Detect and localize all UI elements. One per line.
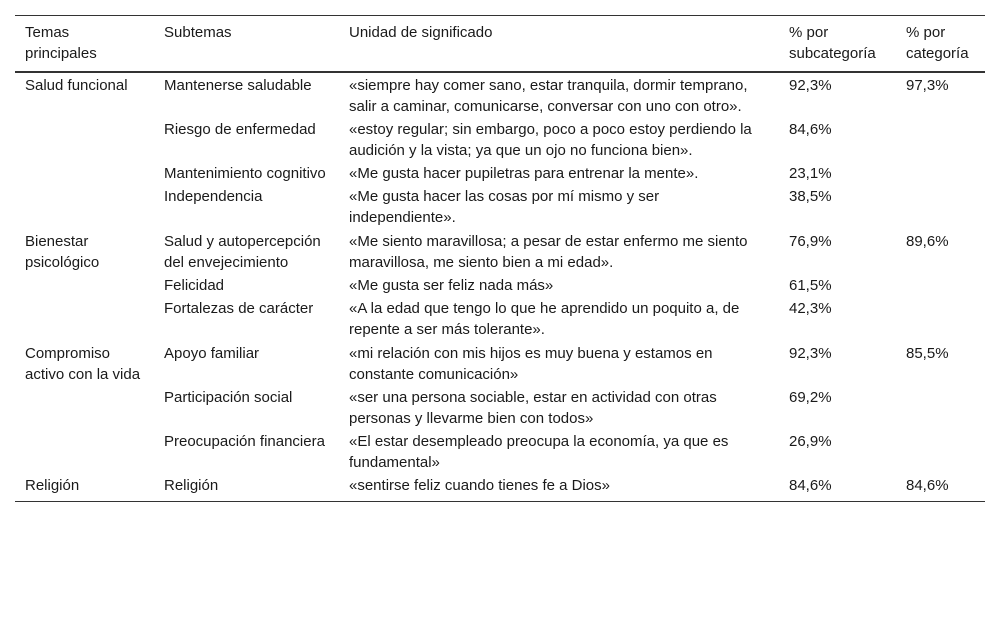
- cell-pct-category: [896, 430, 985, 474]
- header-meaning-unit: Unidad de significado: [349, 24, 493, 41]
- table-header-row: [15, 16, 985, 73]
- table-row: [15, 162, 985, 185]
- cell-theme: [15, 274, 154, 297]
- cell-theme: Religión: [25, 477, 80, 494]
- cell-pct-subcategory: 84,6%: [789, 121, 832, 138]
- cell-subtheme: Mantenerse saludable: [164, 77, 312, 94]
- cell-theme: [15, 118, 154, 162]
- cell-pct-subcategory: 92,3%: [789, 77, 832, 94]
- cell-pct-category: [896, 162, 985, 185]
- themes-table-container: [15, 15, 985, 502]
- cell-subtheme: Participación social: [164, 389, 293, 406]
- cell-pct-category: [896, 118, 985, 162]
- cell-subtheme: Riesgo de enfermedad: [164, 121, 316, 138]
- header-pct-category: % por categoría: [906, 24, 969, 62]
- table-row: [15, 342, 985, 386]
- cell-meaning-unit: «Me gusta hacer las cosas por mí mismo y ser independiente».: [349, 188, 660, 226]
- cell-theme: Bienestar psicológico: [25, 233, 100, 271]
- table-row: [15, 430, 985, 474]
- cell-pct-subcategory: 23,1%: [789, 165, 832, 182]
- table-row: [15, 474, 985, 502]
- cell-pct-category: [896, 274, 985, 297]
- cell-subtheme: Preocupación financiera: [164, 433, 325, 450]
- cell-pct-category: 97,3%: [906, 77, 949, 94]
- cell-theme: [15, 386, 154, 430]
- cell-pct-category: [896, 185, 985, 230]
- cell-subtheme: Mantenimiento cognitivo: [164, 165, 326, 182]
- cell-pct-category: 84,6%: [906, 477, 949, 494]
- cell-theme: [15, 297, 154, 342]
- cell-meaning-unit: «Me gusta ser feliz nada más»: [349, 277, 554, 294]
- cell-pct-subcategory: 38,5%: [789, 188, 832, 205]
- cell-meaning-unit: «sentirse feliz cuando tienes fe a Dios»: [349, 477, 610, 494]
- cell-theme: [15, 162, 154, 185]
- cell-pct-subcategory: 26,9%: [789, 433, 832, 450]
- cell-pct-subcategory: 42,3%: [789, 300, 832, 317]
- header-pct-subcategory: % por subcategoría: [789, 24, 876, 62]
- table-row: [15, 230, 985, 274]
- table-row: [15, 386, 985, 430]
- cell-pct-subcategory: 92,3%: [789, 345, 832, 362]
- cell-pct-category: 85,5%: [906, 345, 949, 362]
- cell-meaning-unit: «estoy regular; sin embargo, poco a poco estoy perdiendo la audición y la vista; ya que un ojo no funciona bien».: [349, 121, 752, 159]
- header-main-theme: Temas principales: [25, 24, 97, 62]
- themes-table: [15, 15, 985, 502]
- cell-subtheme: Religión: [164, 477, 219, 494]
- cell-subtheme: Felicidad: [164, 277, 225, 294]
- table-row: [15, 274, 985, 297]
- cell-meaning-unit: «El estar desempleado preocupa la economía, ya que es fundamental»: [349, 433, 729, 471]
- cell-pct-subcategory: 61,5%: [789, 277, 832, 294]
- cell-meaning-unit: «siempre hay comer sano, estar tranquila, dormir temprano, salir a caminar, comunicarse, conversar con uno con otro».: [349, 77, 748, 115]
- cell-pct-subcategory: 69,2%: [789, 389, 832, 406]
- cell-pct-category: 89,6%: [906, 233, 949, 250]
- cell-subtheme: Independencia: [164, 188, 263, 205]
- cell-pct-subcategory: 84,6%: [789, 477, 832, 494]
- table-row: [15, 185, 985, 230]
- table-row: [15, 118, 985, 162]
- cell-theme: [15, 185, 154, 230]
- cell-pct-category: [896, 386, 985, 430]
- cell-pct-category: [896, 297, 985, 342]
- header-subtheme: Subtemas: [164, 24, 232, 41]
- cell-meaning-unit: «Me gusta hacer pupiletras para entrenar la mente».: [349, 165, 699, 182]
- cell-theme: [15, 430, 154, 474]
- cell-meaning-unit: «mi relación con mis hijos es muy buena y estamos en constante comunicación»: [349, 345, 713, 383]
- cell-theme: Salud funcional: [25, 77, 128, 94]
- table-row: [15, 72, 985, 118]
- cell-theme: Compromiso activo con la vida: [25, 345, 141, 383]
- cell-subtheme: Apoyo familiar: [164, 345, 260, 362]
- cell-subtheme: Fortalezas de carácter: [164, 300, 314, 317]
- cell-subtheme: Salud y autopercepción del envejecimiento: [164, 233, 321, 271]
- table-row: [15, 297, 985, 342]
- cell-meaning-unit: «Me siento maravillosa; a pesar de estar enfermo me siento maravillosa, me siento bien a mi edad».: [349, 233, 748, 271]
- cell-pct-subcategory: 76,9%: [789, 233, 832, 250]
- cell-meaning-unit: «ser una persona sociable, estar en actividad con otras personas y llevarme bien con todos»: [349, 389, 717, 427]
- cell-meaning-unit: «A la edad que tengo lo que he aprendido un poquito a, de repente a ser más tolerante».: [349, 300, 740, 338]
